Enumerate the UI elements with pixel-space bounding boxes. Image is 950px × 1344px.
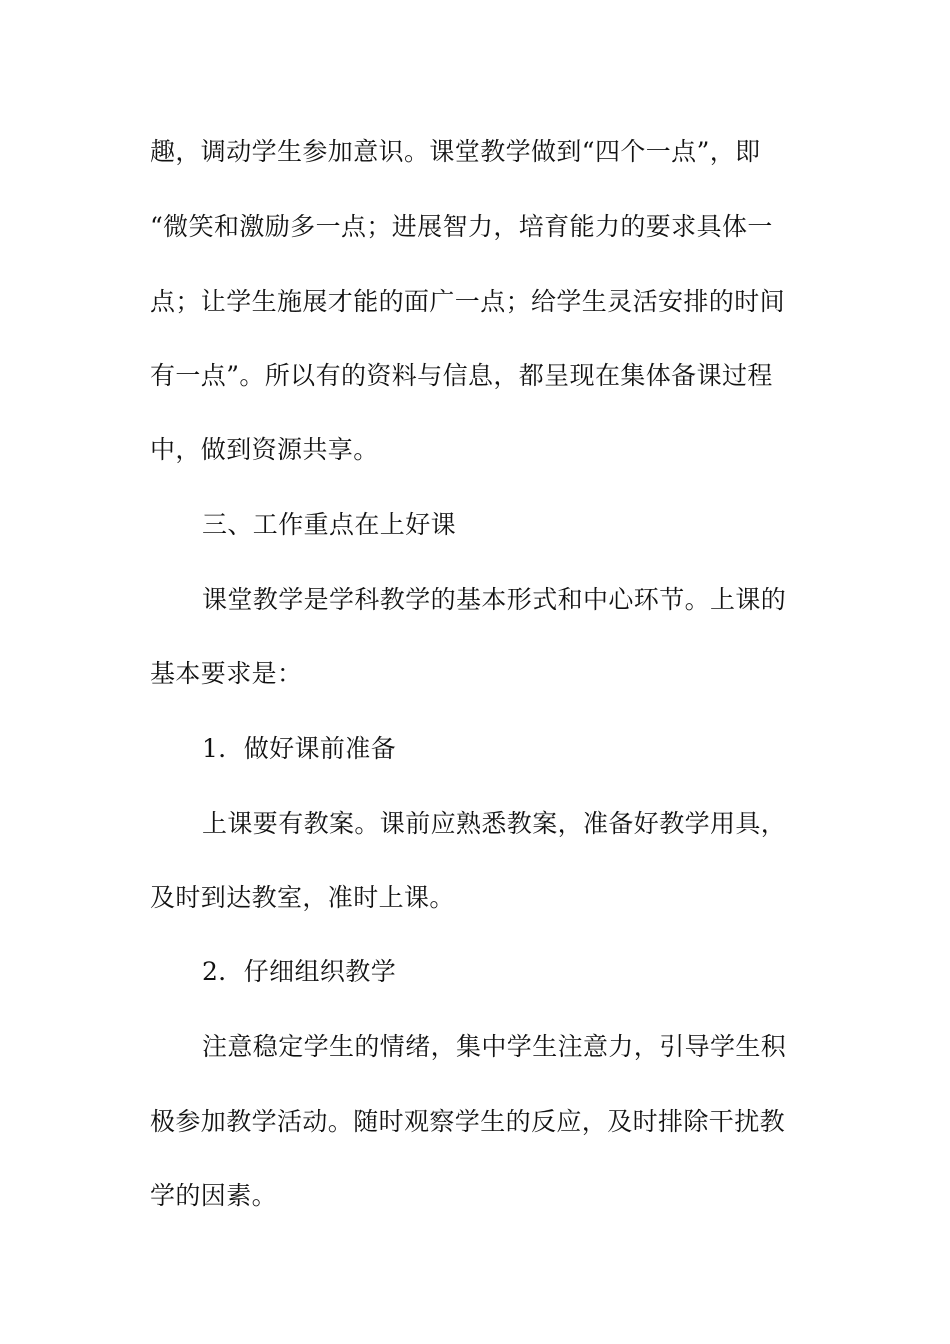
paragraph-line: 学的因素。 bbox=[150, 1181, 278, 1210]
paragraph-line: 注意稳定学生的情绪，集中学生注意力，引导学生积 bbox=[202, 1032, 787, 1061]
paragraph-line: 有一点”。所以有的资料与信息，都呈现在集体备课过程 bbox=[150, 361, 773, 390]
paragraph-line: 中，做到资源共享。 bbox=[150, 435, 379, 464]
subsection-heading: 2．仔细组织教学 bbox=[202, 957, 397, 986]
paragraph-line: 趣，调动学生参加意识。课堂教学做到“四个一点”，即 bbox=[150, 137, 761, 166]
paragraph-line: 上课要有教案。课前应熟悉教案，准备好教学用具， bbox=[202, 809, 787, 838]
section-heading: 三、工作重点在上好课 bbox=[202, 510, 457, 539]
paragraph-line: 极参加教学活动。随时观察学生的反应，及时排除干扰教 bbox=[150, 1107, 786, 1136]
paragraph-line: 点；让学生施展才能的面广一点；给学生灵活安排的时间 bbox=[150, 287, 786, 316]
subsection-heading: 1．做好课前准备 bbox=[202, 734, 397, 763]
paragraph-line: 课堂教学是学科教学的基本形式和中心环节。上课的 bbox=[202, 585, 787, 614]
paragraph-line: 基本要求是： bbox=[150, 659, 303, 688]
paragraph-line: “微笑和激励多一点；进展智力，培育能力的要求具体一 bbox=[150, 212, 773, 241]
paragraph-line: 及时到达教室，准时上课。 bbox=[150, 883, 455, 912]
